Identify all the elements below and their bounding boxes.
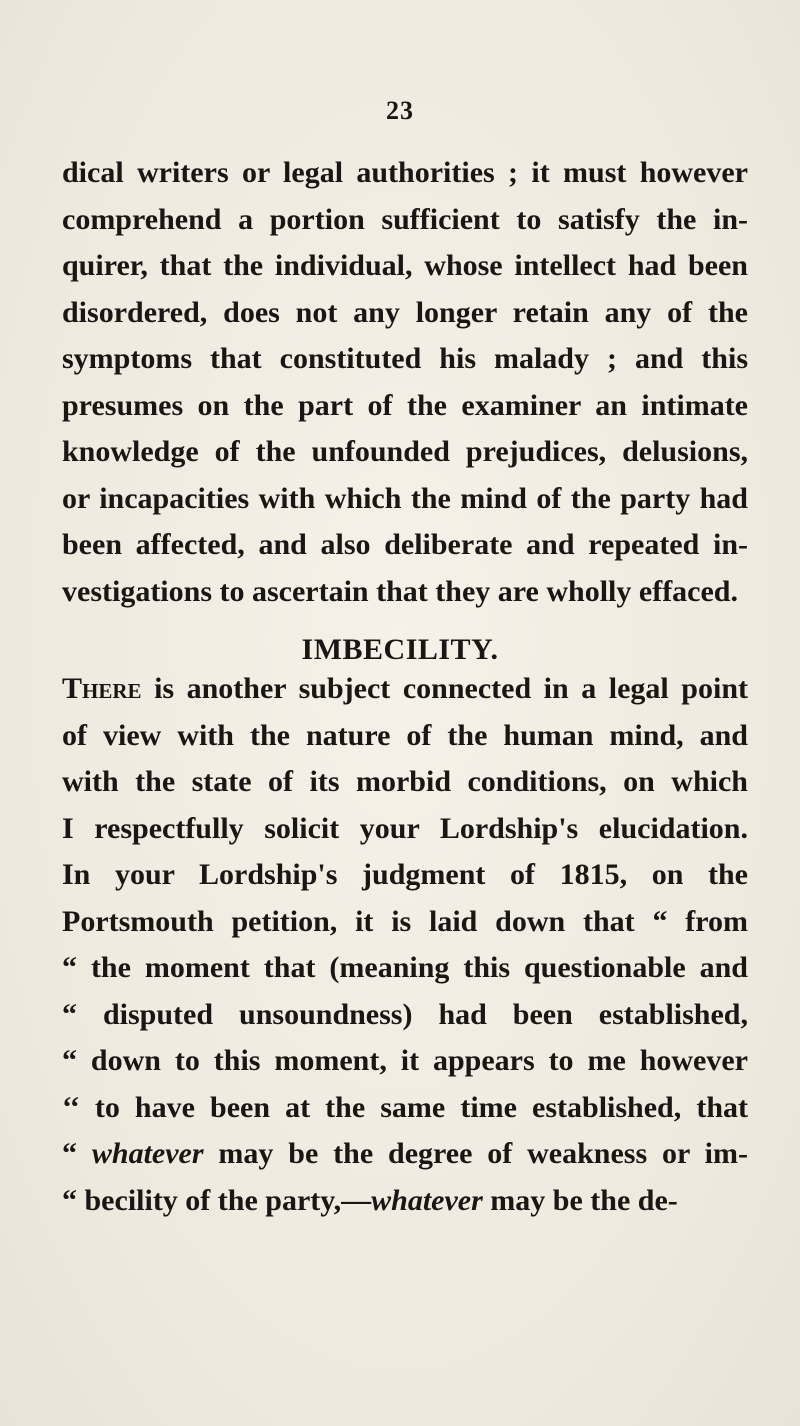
text-line: disordered, does not any longer retain any of the <box>62 295 748 329</box>
text-line: presumes on the part of the examiner an intimate <box>62 388 748 422</box>
line-prefix: “ becility of the party,— <box>62 1183 372 1217</box>
text-line: symptoms that constituted his malady ; and this <box>62 342 748 375</box>
paragraph-1 <box>62 150 748 615</box>
text-line: quirer, that the individual, whose intellect had been <box>62 249 748 282</box>
text-line: “ disputed unsoundness) had been established, <box>62 997 748 1031</box>
text-line-first <box>62 666 748 713</box>
text-line <box>62 1178 748 1225</box>
text-line: comprehend a portion sufficient to satisfy the in- <box>62 202 748 236</box>
text-line: I respectfully solicit your Lordship's elucidation. <box>62 811 748 845</box>
text-line: “ the moment that (meaning this questionable and <box>62 951 748 984</box>
text-line <box>62 1131 748 1178</box>
text-line: Portsmouth petition, it is laid down that “ from <box>62 904 748 938</box>
italic-word: whatever <box>371 1183 483 1217</box>
line-prefix: “ <box>62 1137 92 1170</box>
page-number: 23 <box>386 96 414 125</box>
text-line: or incapacities with which the mind of the party had <box>62 481 748 515</box>
text-line: knowledge of the unfounded prejudices, delusions, <box>62 435 748 468</box>
line-suffix: may be the degree of weakness or im- <box>203 1137 748 1170</box>
line-suffix: may be the de- <box>482 1183 678 1217</box>
text-line: with the state of its morbid conditions, on which <box>62 765 748 798</box>
section-heading: IMBECILITY. <box>301 633 499 666</box>
text-line: been affected, and also deliberate and repeated in- <box>62 528 748 561</box>
paragraph-2 <box>62 666 748 1224</box>
text-line: of view with the nature of the human mind, and <box>62 718 748 752</box>
first-line-rest: is another subject connected in a legal point <box>141 672 748 705</box>
italic-word: whatever <box>91 1137 204 1170</box>
text-line: ‘‘ to have been at the same time established, that <box>62 1090 748 1124</box>
text-line: vestigations to ascertain that they are wholly effaced. <box>62 574 738 608</box>
text-line: dical writers or legal authorities ; it must however <box>62 156 748 189</box>
drop-word: There <box>62 672 142 705</box>
text-line: “ down to this moment, it appears to me however <box>62 1044 748 1077</box>
text-line: In your Lordship's judgment of 1815, on the <box>62 858 748 891</box>
